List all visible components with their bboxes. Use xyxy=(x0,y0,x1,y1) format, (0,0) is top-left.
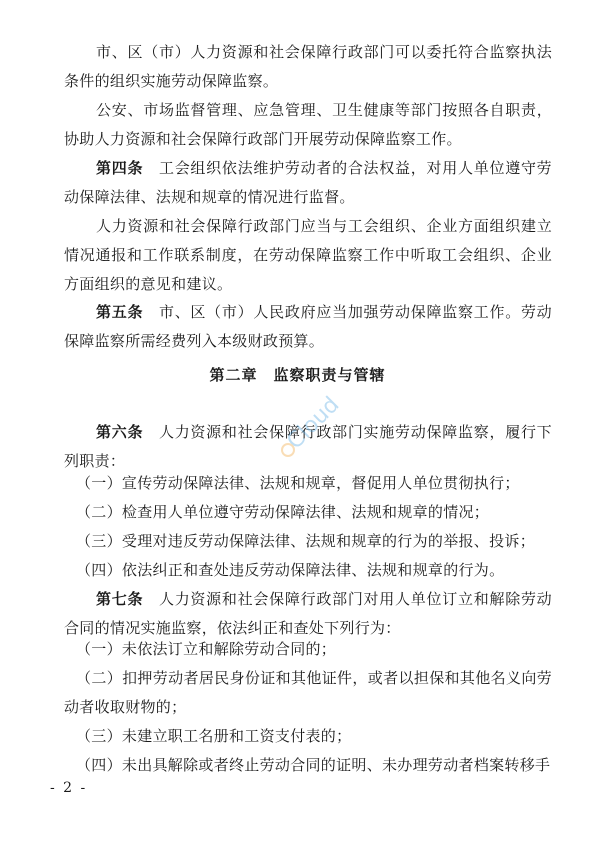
article-7-item-4: （四）未出具解除或者终止劳动合同的证明、未办理劳动者档案转移手 xyxy=(76,756,551,774)
page-number: - 2 - xyxy=(50,780,88,796)
article-6-item-2: （二）检查用人单位遵守劳动保障法律、法规和规章的情况； xyxy=(76,503,490,521)
article-5-label: 第五条 xyxy=(96,303,144,321)
article-5-text: 市、区（市）人民政府应当加强劳动保障监察工作。劳动保障监察所需经费列入本级财政预算。 xyxy=(64,303,552,350)
article-6 xyxy=(64,418,552,476)
paragraph-cooperation: 公安、市场监督管理、应急管理、卫生健康等部门按照各自职责，协助人力资源和社会保障行政部门开展劳动保障监察工作。 xyxy=(64,101,552,148)
watermark-text: Cloud xyxy=(282,392,345,455)
article-6-item-1: （一）宣传劳动保障法律、法规和规章，督促用人单位贯彻执行； xyxy=(76,474,520,492)
article-4-text: 工会组织依法维护劳动者的合法权益，对用人单位遵守劳动保障法律、法规和规章的情况进行监督。 xyxy=(64,159,552,206)
article-7-item-1: （一）未依法订立和解除劳动合同的； xyxy=(76,640,337,658)
chapter-title: 第二章 监察职责与管辖 xyxy=(209,366,386,384)
article-6-item-3: （三）受理对违反劳动保障法律、法规和规章的行为的举报、投诉； xyxy=(76,532,536,550)
article-5 xyxy=(64,298,552,356)
article-4-label: 第四条 xyxy=(96,159,144,177)
article-7-item-2: （二）扣押劳动者居民身份证和其他证件，或者以担保和其他名义向劳动者收取财物的； xyxy=(64,669,552,716)
paragraph-union-reporting: 人力资源和社会保障行政部门应当与工会组织、企业方面组织建立情况通报和工作联系制度，在劳动保障监察工作中听取工会组织、企业方面组织的意见和建议。 xyxy=(64,217,552,293)
article-7-item-3: （三）未建立职工名册和工资支付表的； xyxy=(76,727,352,745)
article-6-text: 人力资源和社会保障行政部门实施劳动保障监察，履行下列职责： xyxy=(64,423,552,470)
article-4 xyxy=(64,154,552,212)
article-7-label: 第七条 xyxy=(96,590,144,608)
article-7-text: 人力资源和社会保障行政部门对用人单位订立和解除劳动合同的情况实施监察，依法纠正和查处下列行为： xyxy=(64,590,552,637)
article-6-item-4: （四）依法纠正和查处违反劳动保障法律、法规和规章的行为。 xyxy=(76,561,505,579)
article-6-label: 第六条 xyxy=(96,423,144,441)
paragraph-delegation: 市、区（市）人力资源和社会保障行政部门可以委托符合监察执法条件的组织实施劳动保障监察。 xyxy=(64,43,552,90)
